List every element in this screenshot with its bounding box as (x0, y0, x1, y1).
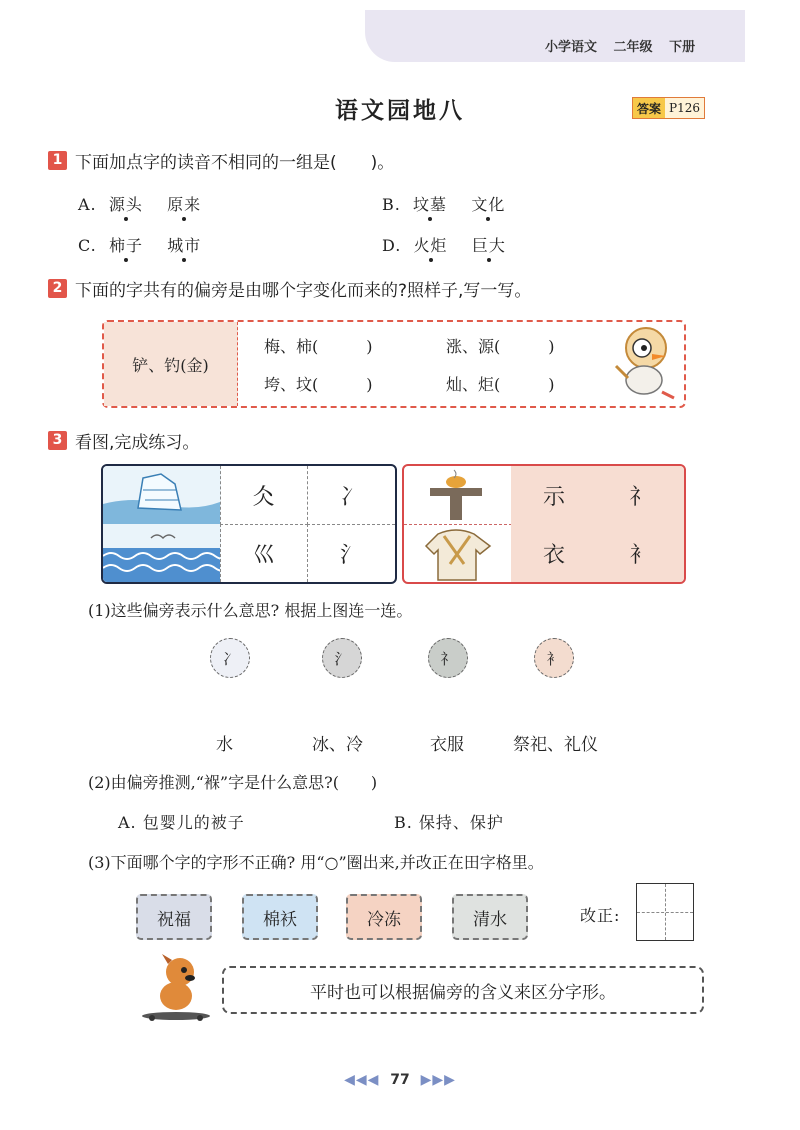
next-arrows-icon[interactable]: ▶▶▶ (420, 1072, 456, 1088)
option-b: B. 坟墓 文化 (382, 195, 506, 214)
radical-evolution: 示 (511, 466, 598, 525)
page-footer (0, 1072, 800, 1088)
word-tag[interactable]: 冷冻 (346, 894, 422, 940)
ice-picture (103, 466, 221, 525)
word-tag[interactable]: 清水 (452, 894, 528, 940)
subject-label: 小学语文 (545, 40, 598, 55)
tianzi-grid[interactable] (636, 883, 694, 941)
radical-example-box (102, 320, 686, 408)
radical-evolution: 氵 (339, 542, 362, 568)
waves-icon (103, 524, 220, 582)
option-a: A. 源头 原来 (78, 195, 202, 214)
radical-circle[interactable]: 衤 (534, 638, 574, 678)
prev-arrows-icon[interactable]: ◀◀◀ (344, 1072, 380, 1088)
radical-circle[interactable]: 氵 (322, 638, 362, 678)
word-tag[interactable]: 棉袄 (242, 894, 318, 940)
option-word: 巨大 (471, 236, 506, 255)
subquestion-2-option-b[interactable]: B. 保持、保护 (394, 813, 504, 832)
clothes-picture (404, 524, 512, 582)
radical-circle[interactable]: 礻 (428, 638, 468, 678)
option-c: C. 柿子 城市 (78, 236, 202, 255)
correct-label: 改正: (580, 906, 621, 925)
answer-label: 答案 (637, 101, 662, 116)
water-ice-grid (101, 464, 397, 584)
question-text: 下面加点字的读音不相同的一组是( )。 (75, 153, 395, 173)
duck-mascot-icon (604, 318, 686, 402)
meaning-item[interactable]: 冰、冷 (312, 735, 363, 755)
radical-evolution: 礻 (597, 466, 684, 525)
altar-picture (404, 466, 512, 525)
question-text: 下面的字共有的偏旁是由哪个字变化而来的?照样子,写一写。 (75, 281, 532, 301)
question-text: 看图,完成练习。 (75, 433, 200, 453)
question-1 (48, 148, 394, 173)
option-word: 柿子 (108, 236, 143, 255)
radical-circle[interactable]: 冫 (210, 638, 250, 678)
answer-badge[interactable] (632, 97, 705, 119)
option-word: 源头 (108, 195, 143, 214)
subquestion-2-option-a[interactable]: A. 包婴儿的被子 (118, 813, 245, 832)
radical-evolution: 衣 (511, 524, 598, 582)
volume-label: 下册 (669, 40, 696, 55)
water-picture (103, 524, 221, 582)
option-d: D. 火炬 巨大 (382, 236, 506, 255)
option-word: 坟墓 (413, 195, 448, 214)
radical-evolution: 仌 (220, 466, 308, 525)
meaning-item[interactable]: 水 (216, 735, 233, 755)
page-number: 77 (390, 1072, 410, 1088)
iceberg-icon (103, 466, 220, 524)
dog-skateboard-icon (128, 950, 220, 1022)
question-number: 2 (48, 279, 67, 298)
radical-evolution: 衤 (597, 524, 684, 582)
option-word: 原来 (167, 195, 202, 214)
page-header (545, 36, 695, 55)
subquestion-1: (1)这些偏旁表示什么意思? 根据上图连一连。 (88, 601, 413, 620)
answer-page: P126 (665, 98, 704, 118)
meaning-item[interactable]: 祭祀、礼仪 (513, 735, 598, 755)
grade-label: 二年级 (613, 40, 653, 55)
meaning-item[interactable]: 衣服 (430, 735, 464, 755)
fill-item[interactable]: 灿、炬( ) (446, 375, 555, 394)
question-number: 3 (48, 431, 67, 450)
fill-item[interactable]: 垮、坟( ) (264, 375, 373, 394)
radical-evolution: 冫 (307, 466, 395, 525)
subquestion-3: (3)下面哪个字的字形不正确? 用“○”圈出来,并改正在田字格里。 (88, 853, 544, 872)
question-2 (48, 276, 531, 301)
tip-box: 平时也可以根据偏旁的含义来区分字形。 (222, 966, 704, 1014)
option-word: 城市 (167, 236, 202, 255)
radical-evolution: 巛 (220, 524, 308, 582)
fill-item[interactable]: 涨、源( ) (446, 337, 555, 356)
word-tag[interactable]: 祝福 (136, 894, 212, 940)
altar-icon (404, 466, 511, 524)
altar-clothes-grid (402, 464, 686, 584)
question-3 (48, 428, 199, 453)
question-number: 1 (48, 151, 67, 170)
robe-icon (404, 524, 511, 582)
fill-item[interactable]: 梅、柿( ) (264, 337, 373, 356)
page-title: 语文园地八 (335, 98, 465, 124)
example-cell: 铲、钓(金) (104, 322, 238, 406)
option-word: 文化 (471, 195, 506, 214)
option-word: 火炬 (413, 236, 448, 255)
subquestion-2: (2)由偏旁推测,“褓”字是什么意思?( ) (88, 773, 378, 792)
